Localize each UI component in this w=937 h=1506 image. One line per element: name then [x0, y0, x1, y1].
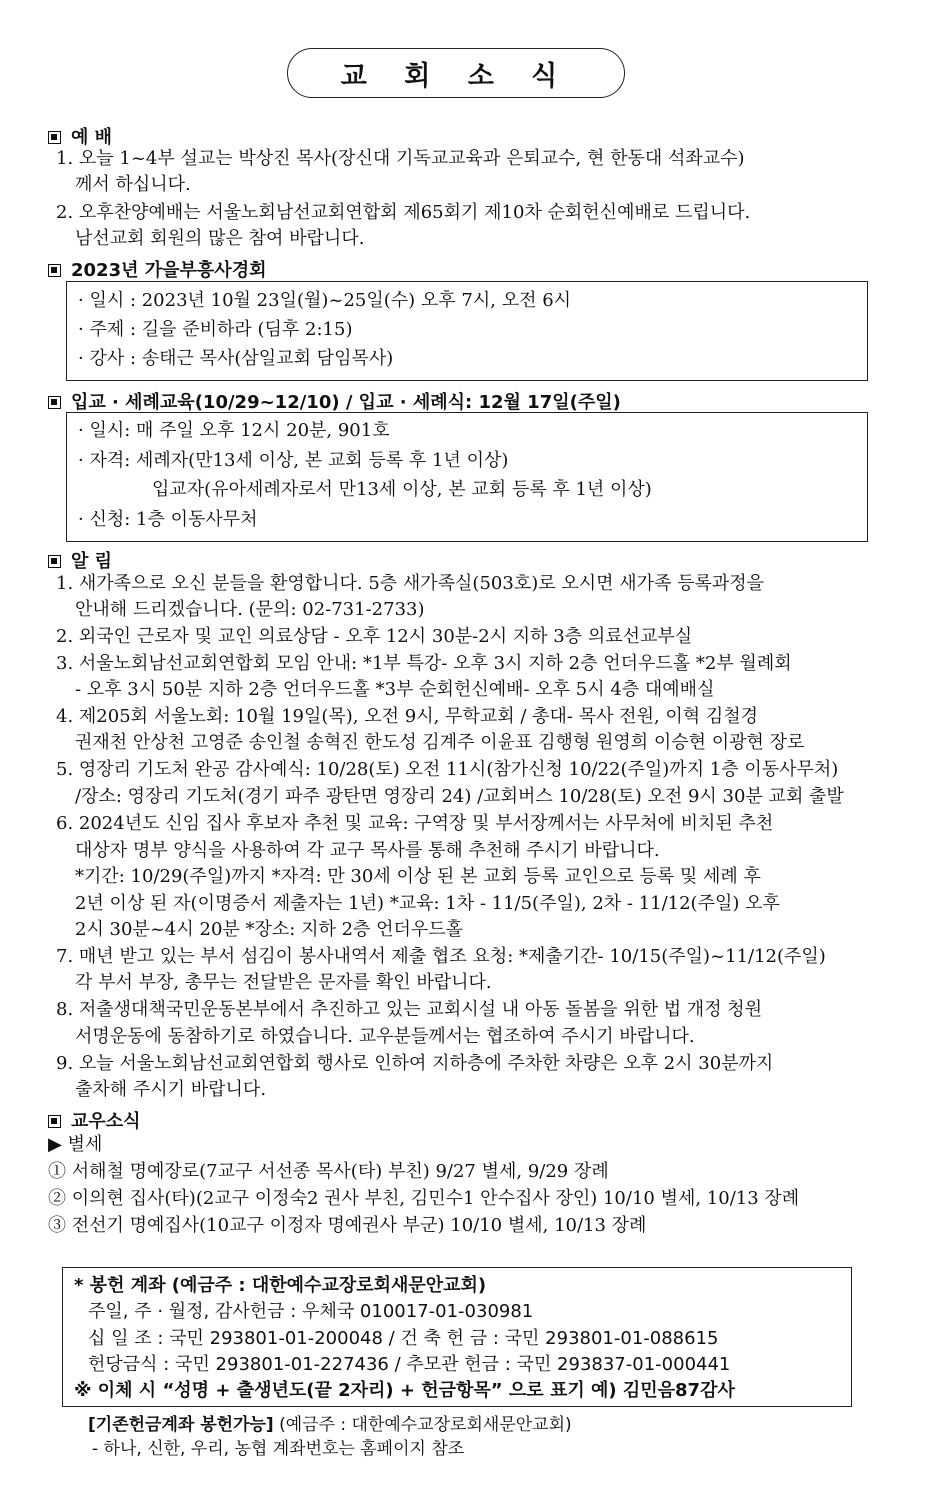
notice-line: 출차해 주시기 바랍니다.	[75, 1079, 267, 1100]
notice-line: *기간: 10/29(주일)까지 *자격: 만 30세 이상 된 본 교회 등록 교인으로 등록 및 세례 후	[75, 866, 761, 887]
notice-line: 3. 서울노회남선교회연합회 모임 안내: *1부 특강- 오후 3시 지하 2층 언더우드홀 *2부 월례회	[56, 653, 792, 674]
members-subheading: ▶ 별세	[48, 1134, 103, 1155]
page-title: 교 회 소 식	[287, 48, 625, 98]
section-title: 알 림	[71, 551, 113, 572]
notice-line: 1. 새가족으로 오신 분들을 환영합니다. 5층 새가족실(503호)로 오시면 새가족 등록과정을	[56, 573, 765, 594]
footer-rest: (예금주 : 대한예수교장로회새문안교회)	[273, 1415, 572, 1435]
notice-line: 안내해 드리겠습니다. (문의: 02-731-2733)	[75, 599, 425, 620]
revival-line: · 일시 : 2023년 10월 23일(월)~25일(수) 오후 7시, 오전 6시	[78, 290, 572, 311]
worship-line: 께서 하십니다.	[75, 174, 191, 195]
section-revival-heading	[48, 256, 266, 282]
section-worship-heading	[48, 123, 112, 149]
notice-line: 2년 이상 된 자(이명증서 제출자는 1년) *교육: 1차 - 11/5(주일), 2차 - 11/12(주일) 오후	[75, 893, 780, 914]
section-title: 예 배	[71, 127, 113, 148]
worship-line: 2. 오후찬양예배는 서울노회남선교회연합회 제65회기 제10차 순회헌신예배로 드립니다.	[56, 202, 751, 223]
baptism-line: · 자격: 세례자(만13세 이상, 본 교회 등록 후 1년 이상)	[78, 450, 509, 471]
notice-line: 대상자 명부 양식을 사용하여 각 교구 목사를 통해 추천해 주시기 바랍니다.	[75, 840, 660, 861]
notice-line: 8. 저출생대책국민운동본부에서 추진하고 있는 교회시설 내 아동 돌봄을 위한 법 개정 청원	[56, 999, 763, 1020]
section-title: 2023년 가을부흥사경회	[71, 260, 267, 281]
square-bullet-icon	[48, 1115, 61, 1128]
revival-line: · 강사 : 송태근 목사(삼일교회 담임목사)	[78, 348, 394, 369]
notice-line: 9. 오늘 서울노회남선교회연합회 행사로 인하여 지하층에 주차한 차량은 오후 2시 30분까지	[56, 1053, 774, 1074]
notice-line: 권재천 안상천 고영준 송인철 송혁진 한도성 김계주 이윤표 김행형 원영희 이승현 이광현 장로	[75, 732, 805, 753]
baptism-line: 입교자(유아세례자로서 만13세 이상, 본 교회 등록 후 1년 이상)	[152, 479, 652, 500]
square-bullet-icon	[48, 264, 61, 277]
baptism-line: · 신청: 1층 이동사무처	[78, 509, 258, 530]
section-baptism-heading	[48, 388, 621, 414]
notice-line: 각 부서 부장, 총무는 전달받은 문자를 확인 바랍니다.	[75, 972, 492, 993]
members-line: ② 이의현 집사(타)(2교구 이정숙2 권사 부친, 김민수1 안수집사 장인) 10/10 별세, 10/13 장례	[48, 1188, 800, 1209]
notice-line: 2. 외국인 근로자 및 교인 의료상담 - 오후 12시 30분-2시 지하 3층 의료선교부실	[56, 626, 693, 647]
section-title: 교우소식	[71, 1111, 141, 1132]
notice-line: 2시 30분~4시 20분 *장소: 지하 2층 언더우드홀	[75, 919, 464, 940]
offering-title: * 봉헌 계좌 (예금주 : 대한예수교장로회새문안교회)	[74, 1275, 487, 1296]
baptism-line: · 일시: 매 주일 오후 12시 20분, 901호	[78, 420, 390, 441]
section-title: 입교 · 세례교육(10/29~12/10) / 입교 · 세례식: 12월 17일(주일)	[71, 392, 621, 413]
offering-line: 십 일 조 : 국민 293801-01-200048 / 건 축 헌 금 : 국민 293801-01-088615	[88, 1328, 719, 1349]
members-line: ① 서해철 명예장로(7교구 서선종 목사(타) 부친) 9/27 별세, 9/29 장례	[48, 1161, 609, 1182]
notice-line: 7. 매년 받고 있는 부서 섬김이 봉사내역서 제출 협조 요청: *제출기간- 10/15(주일)~11/12(주일)	[56, 946, 826, 967]
worship-line: 남선교회 회원의 많은 참여 바랍니다.	[75, 228, 365, 249]
offering-line: 주일, 주 · 월정, 감사헌금 : 우체국 010017-01-030981	[88, 1301, 534, 1322]
notice-line: 서명운동에 동참하기로 하였습니다. 교우분들께서는 협조하여 주시기 바랍니다.	[75, 1026, 695, 1047]
notice-line: 4. 제205회 서울노회: 10월 19일(목), 오전 9시, 무학교회 / 총대- 목사 전원, 이혁 김철경	[56, 706, 759, 727]
notice-line: 5. 영장리 기도처 완공 감사예식: 10/28(토) 오전 11시(참가신청 10/22(주일)까지 1층 이동사무처)	[56, 759, 839, 780]
footer-label: [기존헌금계좌 봉헌가능]	[88, 1415, 274, 1435]
square-bullet-icon	[48, 555, 61, 568]
offering-note: ※ 이체 시 “성명 + 출생년도(끝 2자리) + 헌금항목” 으로 표기 예) 김민음87감사	[74, 1380, 735, 1401]
footer-line	[88, 1414, 572, 1436]
offering-line: 헌당금식 : 국민 293801-01-227436 / 추모관 헌금 : 국민 293837-01-000441	[88, 1354, 731, 1375]
worship-line: 1. 오늘 1~4부 설교는 박상진 목사(장신대 기독교교육과 은퇴교수, 현 한동대 석좌교수)	[56, 148, 745, 169]
section-members-heading	[48, 1107, 141, 1133]
footer-line-2: - 하나, 신한, 우리, 농협 계좌번호는 홈페이지 참조	[92, 1439, 465, 1459]
notice-line: 6. 2024년도 신임 집사 후보자 추천 및 교육: 구역장 및 부서장께서는 사무처에 비치된 추천	[56, 813, 774, 834]
section-notices-heading	[48, 547, 112, 573]
notice-line: /장소: 영장리 기도처(경기 파주 광탄면 영장리 24) /교회버스 10/28(토) 오전 9시 30분 교회 출발	[75, 786, 844, 807]
square-bullet-icon	[48, 131, 61, 144]
notice-line: - 오후 3시 50분 지하 2층 언더우드홀 *3부 순회헌신예배- 오후 5시 4층 대예배실	[75, 679, 715, 700]
members-line: ③ 전선기 명예집사(10교구 이정자 명예권사 부군) 10/10 별세, 10/13 장례	[48, 1215, 647, 1236]
square-bullet-icon	[48, 396, 61, 409]
revival-line: · 주제 : 길을 준비하라 (딤후 2:15)	[78, 319, 353, 340]
